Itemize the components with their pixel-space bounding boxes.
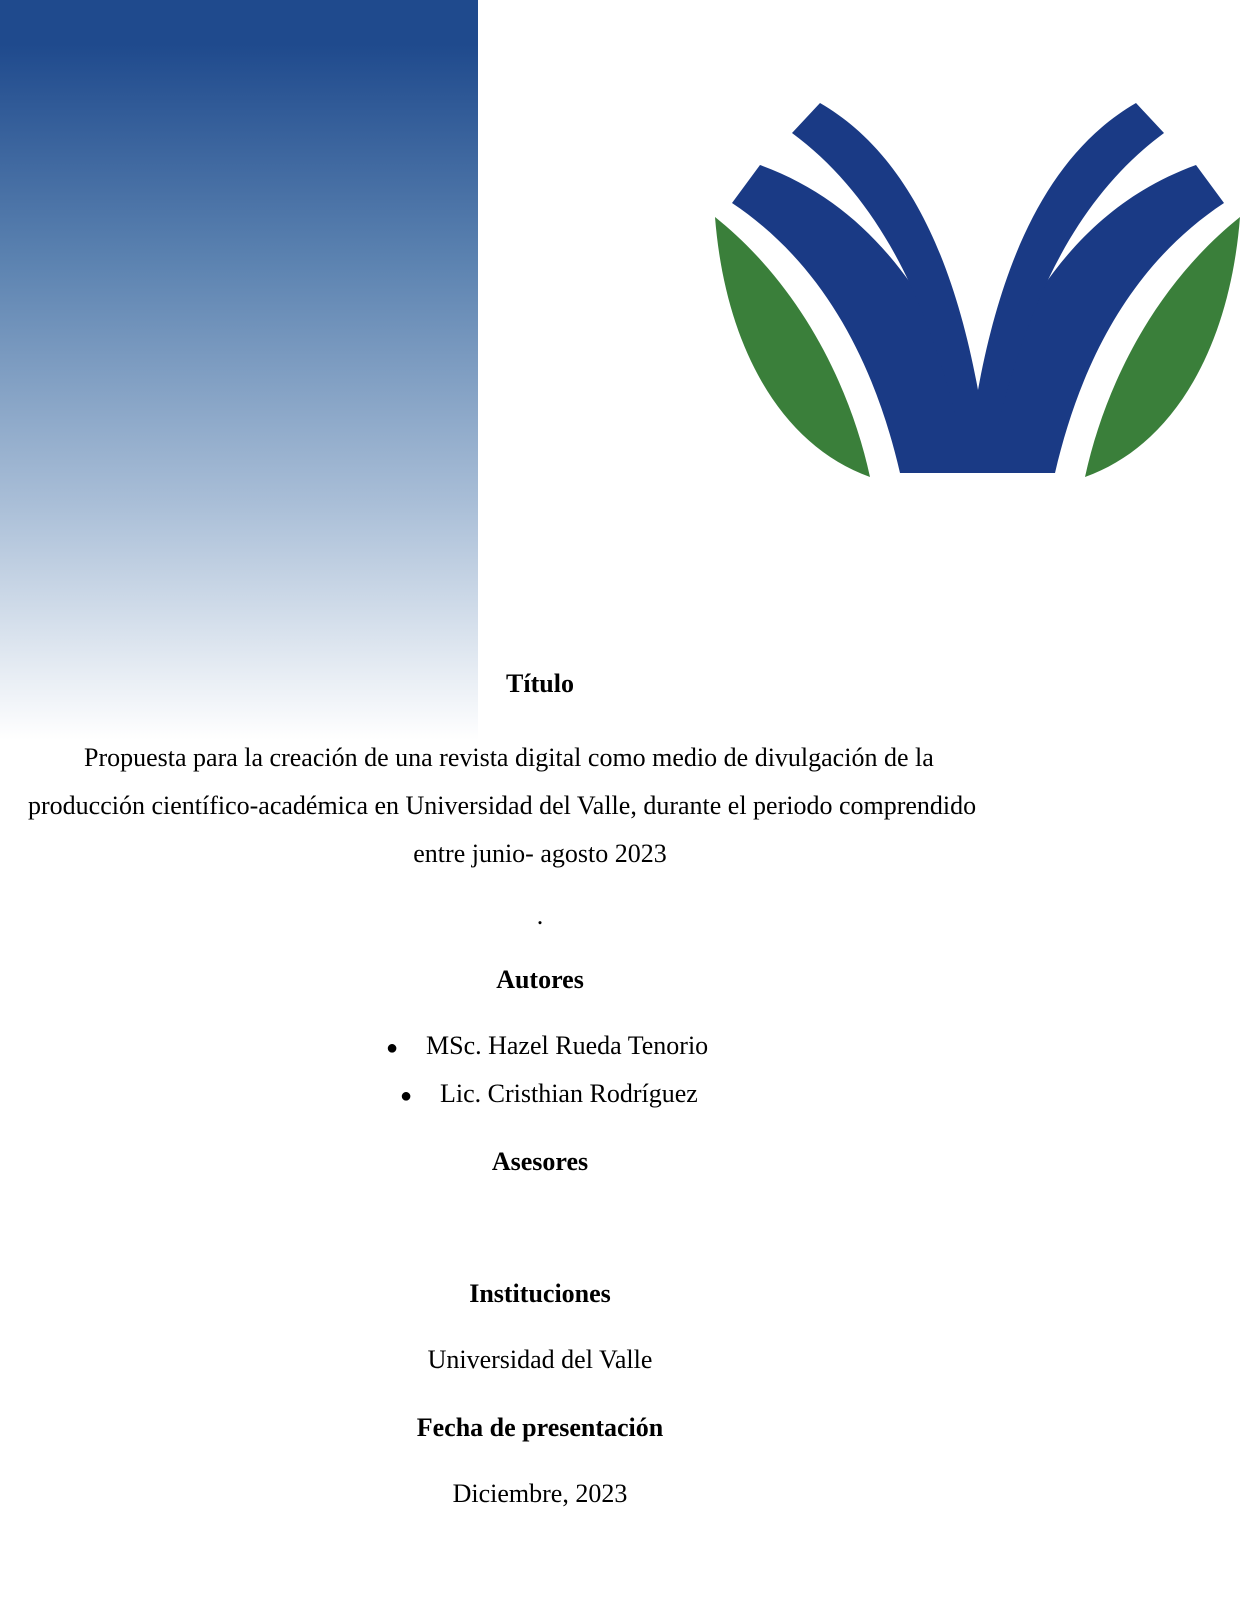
autores-heading: Autores bbox=[496, 965, 584, 994]
bullet-icon: ● bbox=[386, 1037, 399, 1059]
author-item bbox=[386, 1030, 708, 1064]
separator-dot: . bbox=[536, 901, 544, 930]
author-item bbox=[400, 1078, 698, 1112]
title-line-2: producción científico-académica en Universidad del Valle, durante el periodo comprendido bbox=[28, 791, 977, 820]
title-line-3: entre junio- agosto 2023 bbox=[413, 839, 667, 868]
document-title bbox=[28, 734, 1052, 878]
institution-name: Universidad del Valle bbox=[427, 1345, 653, 1374]
presentation-date: Diciembre, 2023 bbox=[452, 1479, 628, 1508]
instituciones-heading: Instituciones bbox=[469, 1279, 611, 1308]
title-line-1: Propuesta para la creación de una revista digital como medio de divulgación de la bbox=[84, 743, 934, 772]
author-name: MSc. Hazel Rueda Tenorio bbox=[426, 1031, 709, 1060]
titulo-heading: Título bbox=[506, 669, 574, 698]
fecha-heading: Fecha de presentación bbox=[416, 1413, 664, 1442]
asesores-heading: Asesores bbox=[491, 1147, 589, 1176]
author-name: Lic. Cristhian Rodríguez bbox=[440, 1079, 698, 1108]
bullet-icon: ● bbox=[400, 1085, 413, 1107]
